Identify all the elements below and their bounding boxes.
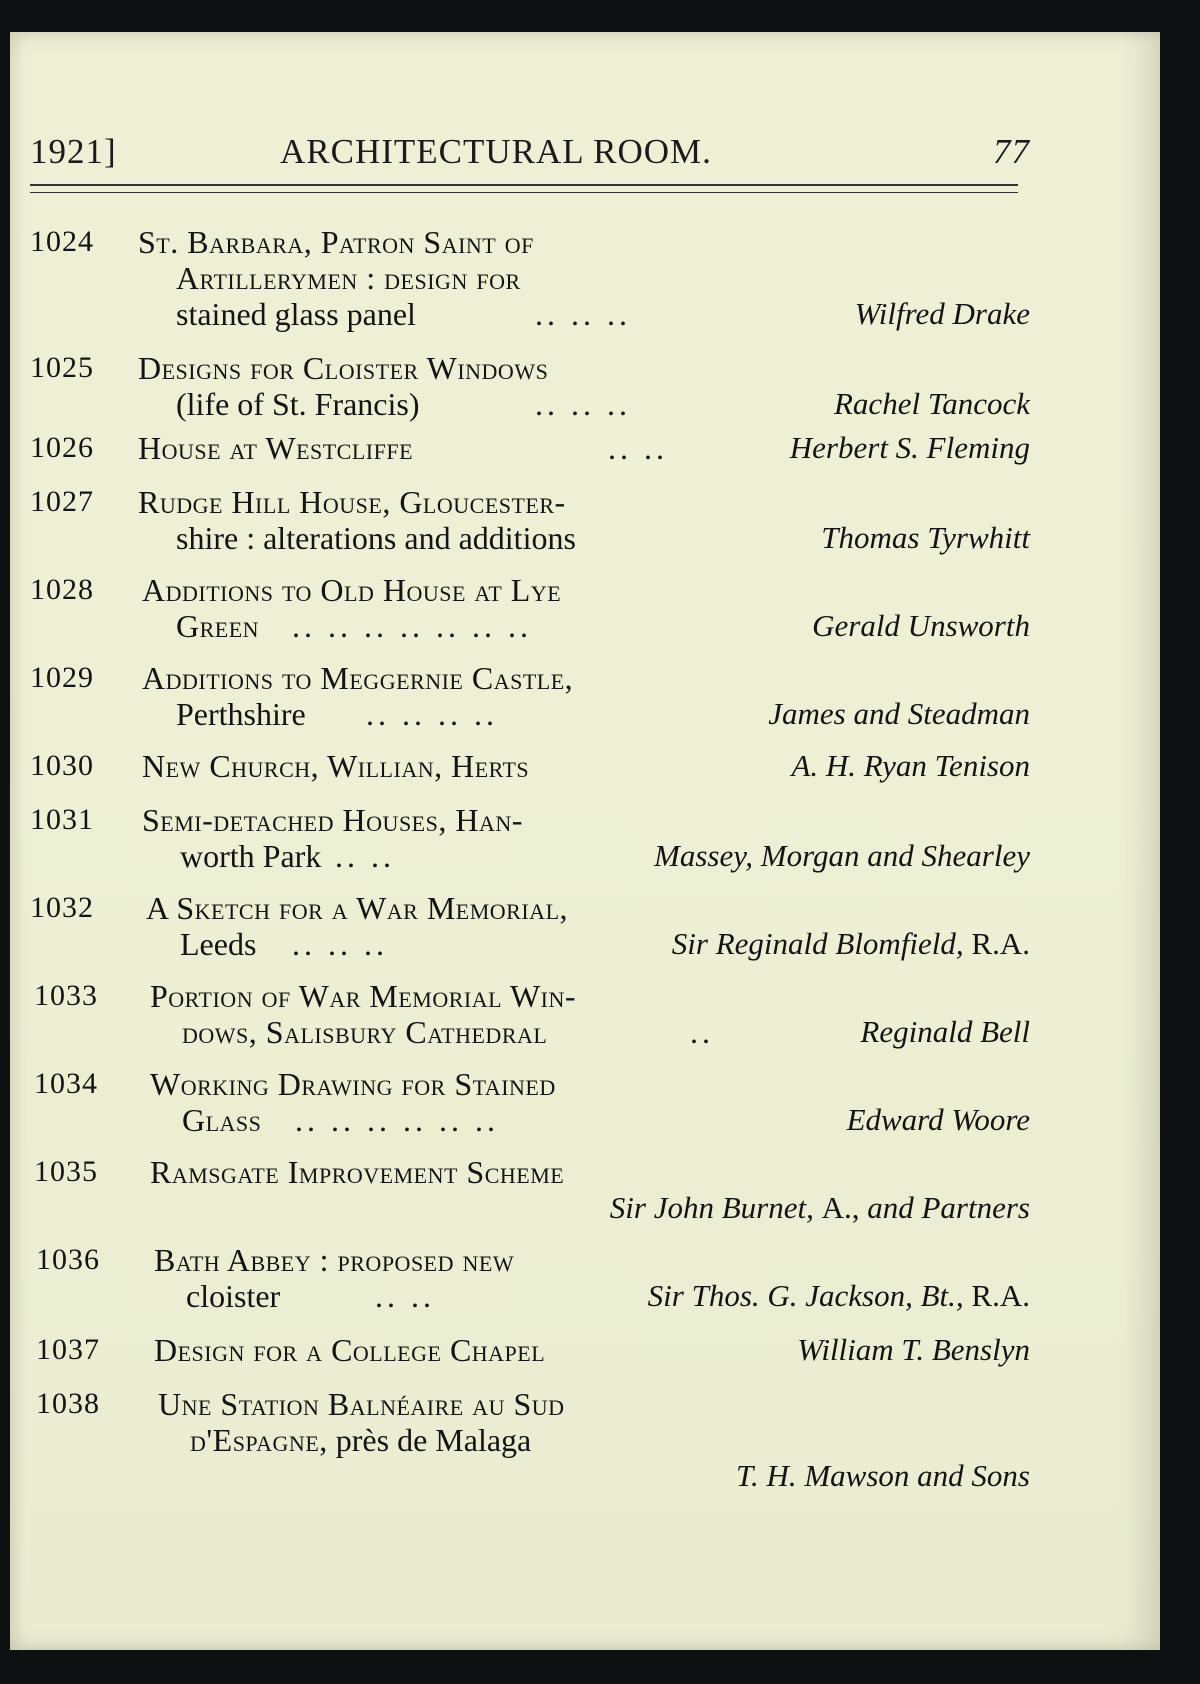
entry-title-line: Glass xyxy=(182,1102,262,1138)
entry-title-line: shire : alterations and additions xyxy=(176,520,576,556)
entry-title-line: Portion of War Memorial Win- xyxy=(150,978,577,1014)
entry-title-line: Rudge Hill House, Gloucester- xyxy=(138,484,566,520)
entry-title-line: New Church, Willian, Herts xyxy=(142,748,530,784)
entry-number: 1035 xyxy=(34,1155,98,1188)
artist-name: Sir Reginald Blomfield, xyxy=(671,926,964,961)
page-number: 77 xyxy=(993,132,1030,171)
entry-title-line: worth Park xyxy=(180,838,322,874)
artist-name: Sir Thos. G. Jackson, Bt., xyxy=(647,1278,964,1313)
entry-title-line: stained glass panel xyxy=(176,296,416,332)
entry-title-line: A Sketch for a War Memorial, xyxy=(146,890,569,926)
leader-dots: .. .. xyxy=(608,430,668,466)
entry-title-line: Ramsgate Improvement Scheme xyxy=(150,1154,565,1190)
entry-title-line: Semi-detached Houses, Han- xyxy=(142,802,523,838)
leader-dots: .. .. xyxy=(375,1278,435,1314)
entry-artist: Herbert S. Fleming xyxy=(789,430,1030,465)
running-header xyxy=(30,132,1030,182)
entry-title-line xyxy=(190,1422,531,1458)
entry-number: 1030 xyxy=(30,749,94,782)
entry-artist: Gerald Unsworth xyxy=(812,608,1030,643)
book-page xyxy=(10,32,1160,1650)
leader-dots: .. .. .. .. .. .. .. xyxy=(292,608,532,644)
title-small-caps: d'Espagne, xyxy=(190,1422,328,1458)
entry-number: 1024 xyxy=(30,225,94,258)
entry-title-line: Green xyxy=(176,608,260,644)
entry-number: 1032 xyxy=(30,891,94,924)
entry-title-line: Leeds xyxy=(180,926,257,962)
entry-number: 1026 xyxy=(30,431,94,464)
entry-artist: A. H. Ryan Tenison xyxy=(791,748,1030,783)
entry-artist: Rachel Tancock xyxy=(834,386,1030,421)
entry-title-line: (life of St. Francis) xyxy=(176,386,420,422)
entry-title-line: cloister xyxy=(186,1278,281,1314)
entry-number: 1028 xyxy=(30,573,94,606)
entry-number: 1025 xyxy=(30,351,94,384)
entry-title-line: Designs for Cloister Windows xyxy=(138,350,549,386)
entry-number: 1027 xyxy=(30,485,94,518)
entry-artist xyxy=(648,1278,1030,1314)
leader-dots: .. .. .. .. xyxy=(366,696,498,732)
entry-artist: T. H. Mawson and Sons xyxy=(736,1458,1030,1493)
entry-number: 1036 xyxy=(36,1243,100,1276)
entry-title-line: Artillerymen : design for xyxy=(176,260,521,296)
entry-number: 1034 xyxy=(34,1067,98,1100)
entry-title-line: Additions to Meggernie Castle, xyxy=(142,660,574,696)
entry-number: 1033 xyxy=(34,979,98,1012)
artist-honour: A., xyxy=(821,1190,860,1225)
leader-dots: .. .. xyxy=(335,838,395,874)
entry-title-line: Une Station Balnéaire au Sud xyxy=(158,1386,565,1422)
entry-title-line: Additions to Old House at Lye xyxy=(142,572,562,608)
catalogue-list xyxy=(30,202,1030,1502)
entry-number: 1038 xyxy=(36,1387,100,1420)
entry-artist: William T. Benslyn xyxy=(797,1332,1030,1367)
entry-artist: Edward Woore xyxy=(846,1102,1030,1137)
entry-title-line: Working Drawing for Stained xyxy=(150,1066,556,1102)
artist-honour: R.A. xyxy=(971,1278,1030,1313)
entry-title-line: St. Barbara, Patron Saint of xyxy=(138,224,534,260)
header-year: 1921] xyxy=(30,132,117,171)
entry-number: 1029 xyxy=(30,661,94,694)
artist-partners: and Partners xyxy=(867,1190,1030,1225)
leader-dots: .. xyxy=(690,1014,714,1050)
leader-dots: .. .. .. .. .. .. xyxy=(295,1102,499,1138)
header-rule xyxy=(30,184,1018,193)
entry-artist: Reginald Bell xyxy=(860,1014,1030,1049)
entry-number: 1031 xyxy=(30,803,94,836)
leader-dots: .. .. .. xyxy=(535,386,631,422)
entry-artist xyxy=(672,926,1030,962)
header-title: ARCHITECTURAL ROOM. xyxy=(280,132,712,171)
entry-title-line: Bath Abbey : proposed new xyxy=(154,1242,515,1278)
leader-dots: .. .. .. xyxy=(535,296,631,332)
entry-artist: Wilfred Drake xyxy=(854,296,1030,331)
entry-artist xyxy=(610,1190,1030,1226)
entry-title-line: House at Westcliffe xyxy=(138,430,414,466)
artist-honour: R.A. xyxy=(971,926,1030,961)
artist-name: Sir John Burnet, xyxy=(609,1190,814,1225)
entry-title-line: dows, Salisbury Cathedral xyxy=(182,1014,548,1050)
entry-artist: Thomas Tyrwhitt xyxy=(821,520,1030,555)
title-roman: près de Malaga xyxy=(335,1422,532,1458)
entry-artist: James and Steadman xyxy=(768,696,1030,731)
entry-number: 1037 xyxy=(36,1333,100,1366)
leader-dots: .. .. .. xyxy=(292,926,388,962)
entry-title-line: Perthshire xyxy=(176,696,306,732)
entry-title-line: Design for a College Chapel xyxy=(154,1332,546,1368)
entry-artist: Massey, Morgan and Shearley xyxy=(654,838,1030,873)
